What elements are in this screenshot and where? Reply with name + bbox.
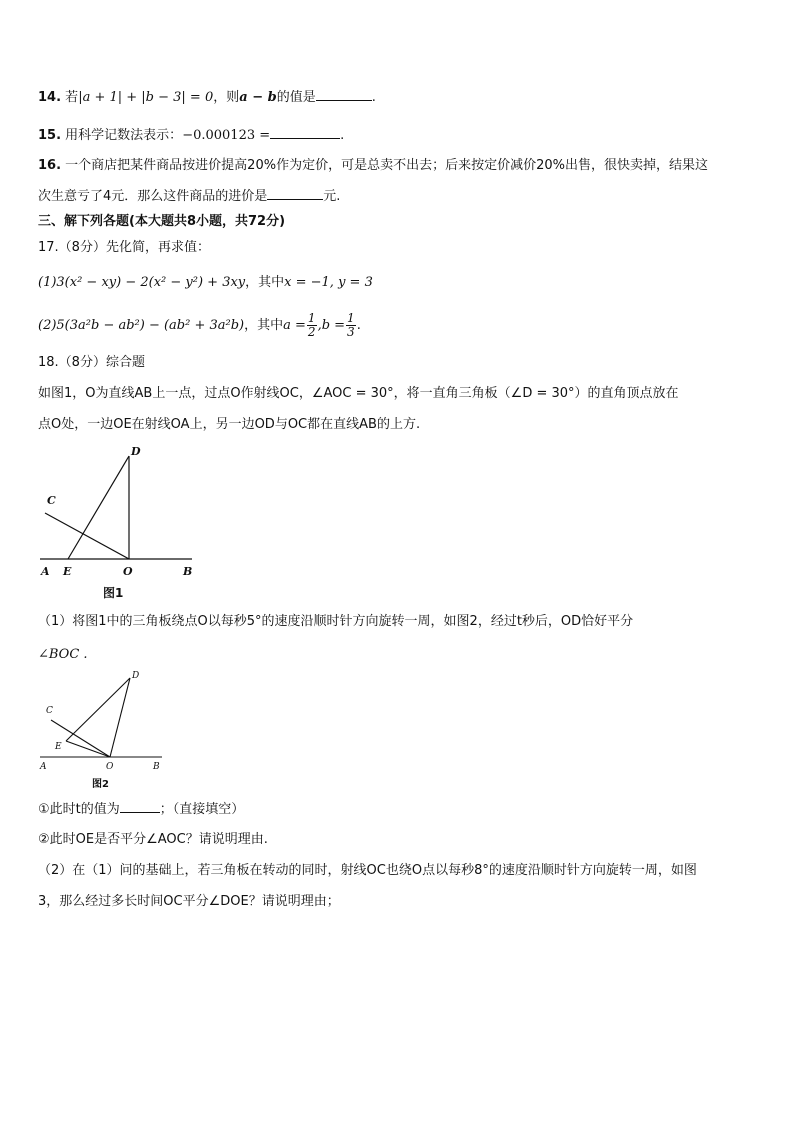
question-17-part-2 bbox=[38, 312, 361, 340]
figure-2 bbox=[34, 668, 174, 793]
period: . bbox=[356, 318, 361, 333]
math-expression: |a + 1| + |b − 3| = 0 bbox=[78, 90, 214, 105]
question-number: 14. bbox=[38, 90, 62, 105]
fraction-a bbox=[307, 312, 317, 339]
label-E: E bbox=[63, 565, 72, 578]
label-C: C bbox=[47, 494, 56, 507]
label-B: B bbox=[153, 762, 160, 772]
question-18-part-1-angle: ∠BOC . bbox=[38, 647, 88, 662]
label-A: A bbox=[40, 762, 47, 772]
label-B: B bbox=[183, 565, 193, 578]
fraction-denominator: 2 bbox=[307, 325, 316, 339]
label-D: D bbox=[131, 445, 141, 458]
question-text: ，其中 bbox=[244, 318, 284, 333]
question-18-intro-1: 如图1，O为直线AB上一点，过点O作射线OC，∠AOC = 30°，将一直角三角板（∠D = 30°）的直角顶点放在 bbox=[38, 386, 679, 401]
answer-blank[interactable] bbox=[267, 187, 323, 200]
question-15 bbox=[38, 126, 344, 145]
answer-blank[interactable] bbox=[316, 88, 372, 101]
question-14 bbox=[38, 88, 376, 107]
math-variable-b: ,b = bbox=[317, 318, 346, 333]
question-text: 用科学记数法表示： bbox=[65, 128, 183, 143]
question-text: ，其中 bbox=[245, 275, 285, 290]
label-C: C bbox=[46, 706, 53, 716]
answer-blank[interactable] bbox=[120, 800, 160, 813]
figure-2-drawing bbox=[34, 668, 174, 793]
question-18-sub-2: ②此时OE是否平分∠AOC？请说明理由. bbox=[38, 832, 268, 847]
fraction-denominator: 3 bbox=[347, 325, 355, 339]
fraction-numerator: 1 bbox=[347, 311, 355, 325]
fraction-b bbox=[346, 312, 356, 339]
question-text: 的值是 bbox=[276, 90, 316, 105]
figure-2-caption: 图2 bbox=[92, 779, 109, 790]
figure-1-caption: 图1 bbox=[103, 586, 124, 600]
math-variable-a: a = bbox=[283, 318, 306, 333]
math-target: a − b bbox=[239, 90, 277, 105]
answer-blank[interactable] bbox=[270, 126, 340, 139]
question-text: ①此时t的值为 bbox=[38, 802, 120, 817]
label-D: D bbox=[132, 671, 140, 681]
question-text: ，则 bbox=[213, 90, 240, 105]
question-number: 15. bbox=[38, 128, 62, 143]
figure-1-drawing bbox=[34, 440, 204, 605]
math-expression: (1)3(x² − xy) − 2(x² − y²) + 3xy bbox=[38, 275, 246, 290]
label-E: E bbox=[55, 742, 62, 752]
question-16-continued bbox=[38, 187, 340, 206]
question-text: 若 bbox=[65, 90, 79, 105]
math-expression: −0.000123 = bbox=[182, 128, 271, 143]
label-O: O bbox=[106, 762, 114, 772]
section-heading: 三、解下列各题(本大题共8小题，共72分) bbox=[38, 214, 286, 229]
question-18-part-2: （2）在（1）问的基础上，若三角板在转动的同时，射线OC也绕O点以每秒8°的速度沿顺时针方向旋转一周，如图 bbox=[38, 863, 697, 878]
fraction-numerator: 1 bbox=[307, 311, 316, 325]
label-A: A bbox=[41, 565, 50, 578]
question-18-sub-1 bbox=[38, 800, 244, 819]
period: . bbox=[371, 90, 376, 105]
question-text: 元. bbox=[323, 189, 341, 204]
math-expression: (2)5(3a²b − ab²) − (ab² + 3a²b) bbox=[38, 318, 245, 333]
math-condition: x = −1, y = 3 bbox=[284, 275, 373, 290]
question-18-intro-2: 点O处，一边OE在射线OA上，另一边OD与OC都在直线AB的上方. bbox=[38, 417, 421, 432]
question-text: ；（直接填空） bbox=[159, 802, 245, 817]
question-17-heading: 17.（8分）先化简，再求值： bbox=[38, 240, 210, 255]
question-text: 一个商店把某件商品按进价提高20%作为定价，可是总卖不出去；后来按定价减价20%出售，很快卖掉，结果这 bbox=[65, 158, 708, 173]
question-18-part-2-continued: 3，那么经过多长时间OC平分∠DOE？请说明理由； bbox=[38, 894, 340, 909]
label-O: O bbox=[123, 565, 133, 578]
question-17-part-1 bbox=[38, 274, 373, 292]
period: . bbox=[340, 128, 345, 143]
question-18-heading: 18.（8分）综合题 bbox=[38, 355, 145, 370]
question-18-part-1: （1）将图1中的三角板绕点O以每秒5°的速度沿顺时针方向旋转一周，如图2，经过t秒后，OD恰好平分 bbox=[38, 614, 634, 629]
figure-1 bbox=[34, 440, 204, 605]
question-16 bbox=[38, 157, 708, 175]
question-number: 16. bbox=[38, 158, 62, 173]
question-text: 次生意亏了4元．那么这件商品的进价是 bbox=[38, 189, 268, 204]
